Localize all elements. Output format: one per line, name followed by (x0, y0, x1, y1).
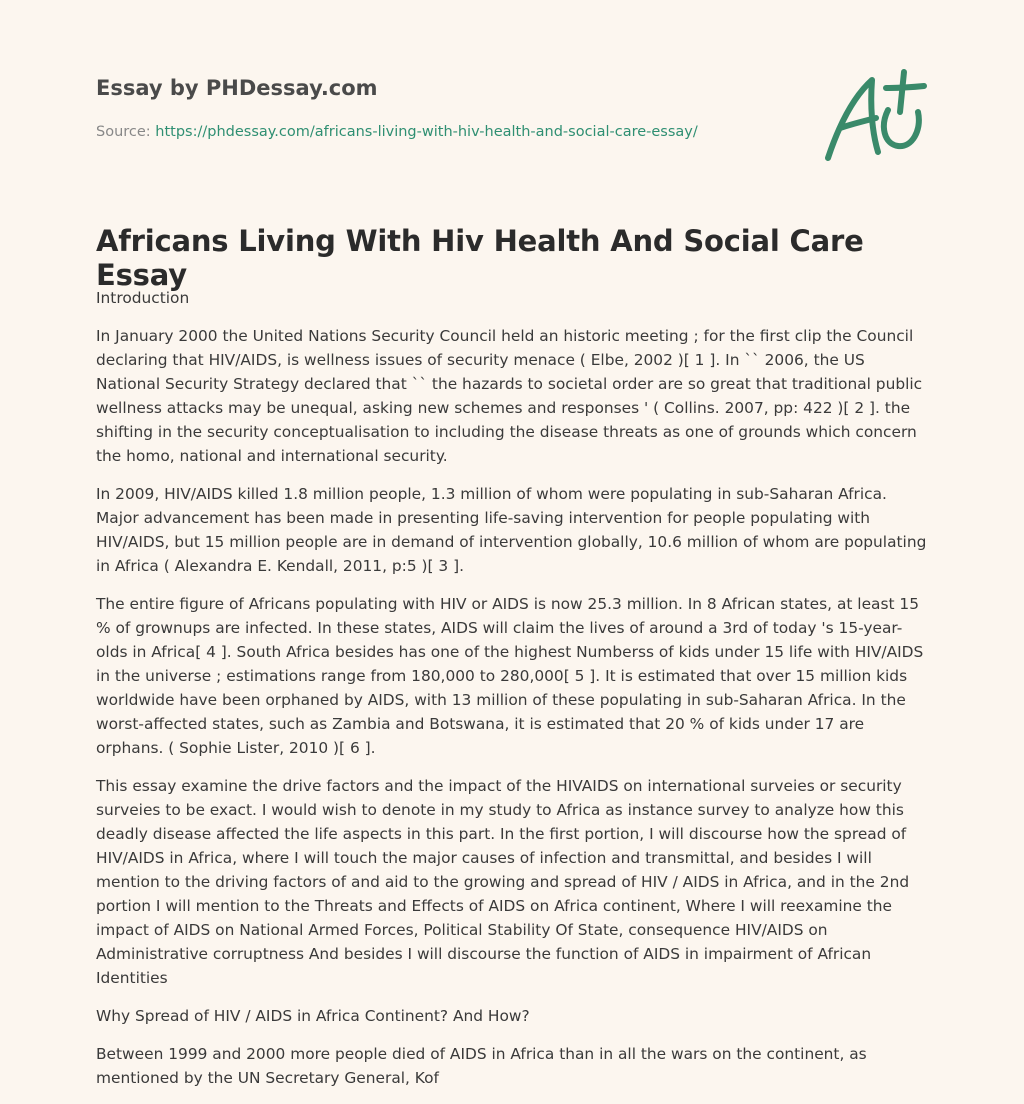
paragraph: In January 2000 the United Nations Security Council held an historic meeting ; for the first clip the Council declaring that HIV/AIDS, is wellness issues of security menace ( Elbe, 2002 )[ 1 ]. In `` 2006, the US National Security Strategy declared that `` the hazards to societal order are so great that traditional public wellness attacks may be unequal, asking new schemes and responses ' ( Collins. 2007, pp: 422 )[ 2 ]. the shifting in the security conceptualisation to including the disease threats as one of grounds which concern the homo, national and international security. (96, 327, 923, 465)
essay-body (96, 286, 932, 1104)
site-brand: Essay by PHDessay.com (96, 76, 378, 100)
section-heading-spread: Why Spread of HIV / AIDS in Africa Continent? And How? (96, 1007, 530, 1025)
paragraph: Between 1999 and 2000 more people died of AIDS in Africa than in all the wars on the continent, as mentioned by the UN Secretary General, Kof (96, 1045, 867, 1087)
source-link[interactable]: https://phdessay.com/africans-living-with-hiv-health-and-social-care-essay/ (155, 124, 698, 140)
paragraph: The entire figure of Africans populating with HIV or AIDS is now 25.3 million. In 8 African states, at least 15 % of grownups are infected. In these states, AIDS will claim the lives of around a 3rd of today 's 15-year-olds in Africa[ 4 ]. South Africa besides has one of the highest Numberss of kids under 15 life with HIV/AIDS in the universe ; estimations range from 180,000 to 280,000[ 5 ]. It is estimated that over 15 million kids worldwide have been orphaned by AIDS, with 13 million of these populating in sub-Saharan Africa. In the worst-affected states, such as Zambia and Botswana, it is estimated that 20 % of kids under 17 are orphans. ( Sophie Lister, 2010 )[ 6 ]. (96, 595, 924, 757)
paragraph: In 2009, HIV/AIDS killed 1.8 million people, 1.3 million of whom were populating in sub-Saharan Africa. Major advancement has been made in presenting life-saving intervention for people populating with HIV/AIDS, but 15 million people are in demand of intervention globally, 10.6 million of whom are populating in Africa ( Alexandra E. Kendall, 2011, p:5 )[ 3 ]. (96, 485, 927, 575)
section-heading-introduction: Introduction (96, 289, 190, 307)
a-plus-icon (818, 66, 930, 166)
essay-title: Africans Living With Hiv Health And Social Care Essay (96, 224, 864, 292)
source-label: Source: (96, 124, 151, 140)
paragraph: This essay examine the drive factors and the impact of the HIVAIDS on international surveies or security surveies to be exact. I would wish to denote in my study to Africa as instance survey to analyze how this deadly disease affected the life aspects in this part. In the first portion, I will discourse how the spread of HIV/AIDS in Africa, where I will touch the major causes of infection and transmittal, and besides I will mention to the driving factors of and aid to the growing and spread of HIV / AIDS in Africa, and in the 2nd portion I will mention to the Threats and Effects of AIDS on Africa continent, Where I will reexamine the impact of AIDS on National Armed Forces, Political Stability Of State, consequence HIV/AIDS on Administrative corruptness And besides I will discourse the function of AIDS in impairment of African Identities (96, 777, 910, 987)
source-line (96, 124, 698, 140)
